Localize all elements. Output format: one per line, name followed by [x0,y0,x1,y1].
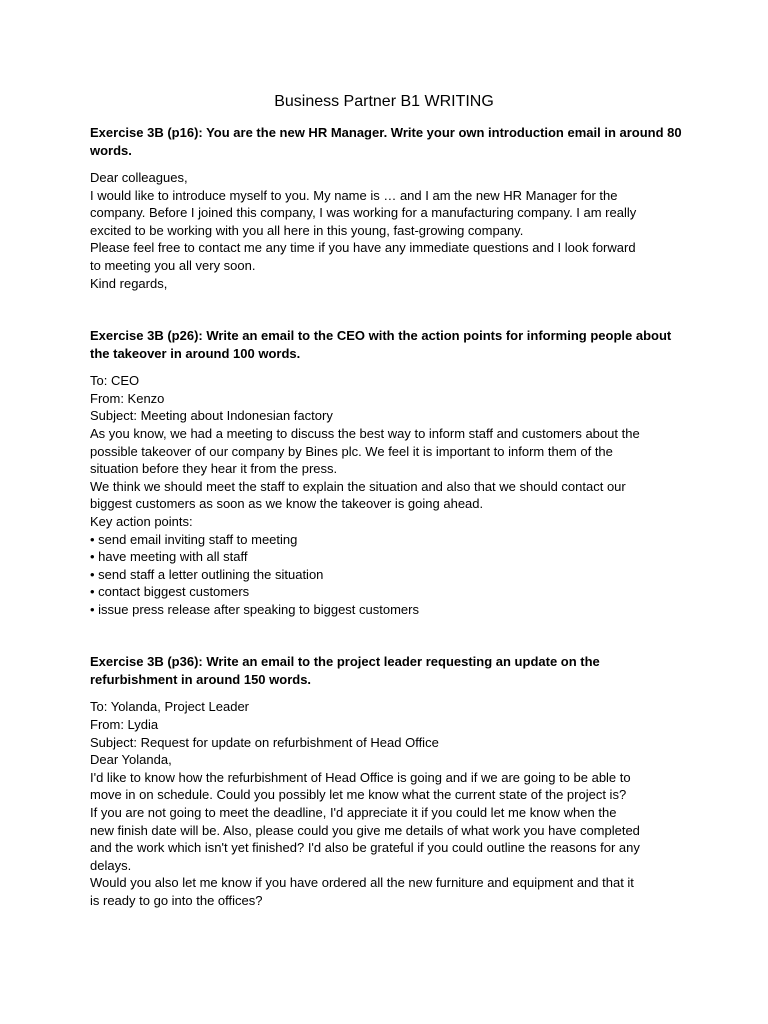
answer-text [90,169,690,292]
answer-line: is ready to go into the offices? [90,893,263,908]
answer-text [90,698,690,909]
exercise-heading: Exercise 3B (p16): You are the new HR Manager. Write your own introduction email in around 80 words. [90,125,682,158]
answer-line: As you know, we had a meeting to discuss the best way to inform staff and customers about the [90,425,640,441]
answer-text [90,372,690,618]
bullet-item: • send email inviting staff to meeting [90,531,298,547]
answer-line: To: CEO [90,373,140,389]
document-page [90,92,690,910]
answer-line: To: Yolanda, Project Leader [90,699,250,715]
answer-line: Key action points: [90,513,193,529]
answer-line: situation before they hear it from the press. [90,461,338,477]
exercise-section [90,653,690,909]
answer-line: excited to be working with you all here in this young, fast-growing company. [90,222,524,238]
answer-line: Subject: Meeting about Indonesian factory [90,408,333,424]
answer-line: to meeting you all very soon. [90,257,256,273]
exercise-section [90,327,690,618]
answer-line: move in on schedule. Could you possibly let me know what the current state of the project is? [90,787,627,803]
exercise-heading: Exercise 3B (p26): Write an email to the CEO with the action points for informing people about the takeover in around 100 words. [90,328,672,362]
document-title: Business Partner B1 WRITING [274,93,494,110]
answer-line: From: Lydia [90,717,159,733]
exercise-heading: Exercise 3B (p36): Write an email to the project leader requesting an update on the refurbishment in around 150 words. [90,654,600,688]
bullet-item: • send staff a letter outlining the situation [90,566,324,582]
exercise-section [90,124,690,292]
answer-line: Kind regards, [90,275,168,291]
answer-line: new finish date will be. Also, please could you give me details of what work you have completed [90,822,640,838]
answer-line: Dear Yolanda, [90,752,172,768]
bullet-item: • have meeting with all staff [90,549,248,565]
answer-line: Subject: Request for update on refurbishment of Head Office [90,734,439,750]
answer-line: Dear colleagues, [90,170,188,185]
answer-line: possible takeover of our company by Bines plc. We feel it is important to inform them of the [90,443,613,459]
bullet-item: • issue press release after speaking to biggest customers [90,601,419,617]
answer-line: If you are not going to meet the deadline, I'd appreciate it if you could let me know when the [90,805,617,821]
bullet-item: • contact biggest customers [90,584,250,600]
answer-line: Would you also let me know if you have ordered all the new furniture and equipment and that it [90,875,634,891]
answer-line: company. Before I joined this company, I was working for a manufacturing company. I am really [90,205,637,221]
answer-line: I'd like to know how the refurbishment of Head Office is going and if we are going to be able to [90,769,631,785]
answer-line: biggest customers as soon as we know the takeover is going ahead. [90,496,484,512]
answer-line: We think we should meet the staff to explain the situation and also that we should contact our [90,478,626,494]
answer-line: delays. [90,857,132,873]
answer-line: and the work which isn't yet finished? I'd also be grateful if you could outline the reasons for any [90,840,640,856]
answer-line: Please feel free to contact me any time if you have any immediate questions and I look forward [90,240,636,256]
answer-line: From: Kenzo [90,390,165,406]
answer-line: I would like to introduce myself to you. My name is … and I am the new HR Manager for the [90,187,618,203]
